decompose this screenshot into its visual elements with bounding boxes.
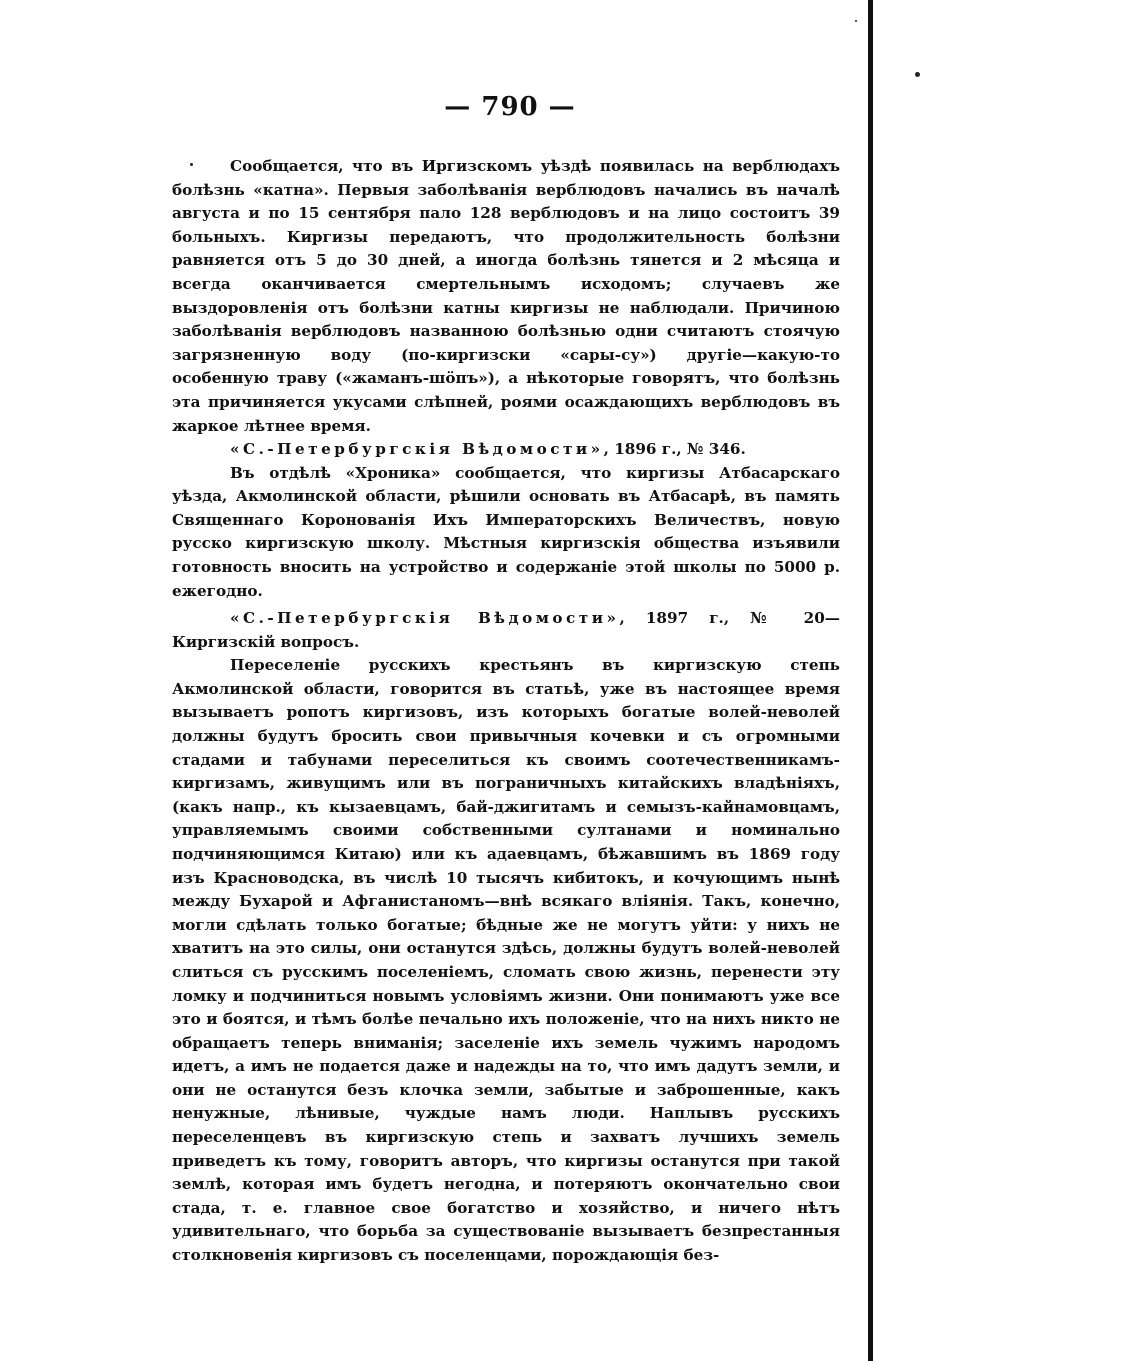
article-camel-disease-text: Сообщается, что въ Иргизскомъ уѣздѣ появилась на верблюдахъ болѣзнь «катна». Первыя заболѣванія верблюдовъ начались въ началѣ августа и по 15 сентября пало 128 верблюдовъ и на лицо состоитъ 39 больныхъ. Киргизы передаютъ, что продолжительность болѣзни равняется отъ 5 до 30 дней, а иногда болѣзнь тянется и 2 мѣсяца и всегда оканчивается смертельнымъ исходомъ; случаевъ же выздоровленія отъ болѣзни катны киргизы не наблюдали. Причиною заболѣванія верблюдовъ названною болѣзнью одни считаютъ стоячую загрязненную воду (по-киргизски «сары-су») другіе—какую-то особенную траву («жаманъ-шöпъ»), а нѣкоторые говорятъ, что болѣзнь эта причиняется укусами слѣпней, роями осаждающихъ верблюдовъ въ жаркое лѣтнее время. [172, 157, 840, 435]
source-details: , 1897 г., № 20—Киргизскій вопросъ. [172, 609, 840, 651]
source-details: , 1896 г., № 346. [603, 440, 746, 458]
source-title: «С.-Петербургскія Вѣдомости» [230, 440, 604, 458]
scan-speck [855, 20, 857, 22]
article-atbasar-school-source [172, 438, 840, 462]
source-title: «С.-Петербургскія Вѣдомости» [230, 609, 620, 627]
article-atbasar-school [172, 438, 840, 603]
article-kirghiz-question [172, 607, 840, 1268]
article-kirghiz-question-source [172, 607, 840, 654]
scan-speck [190, 163, 193, 166]
article-atbasar-school-text: Въ отдѣлѣ «Хроника» сообщается, что киргизы Атбасарскаго уѣзда, Акмолинской области, рѣшили основать въ Атбасарѣ, въ память Священнаго Коронованія Ихъ Императорскихъ Величествъ, новую русско киргизскую школу. Мѣстныя киргизскія общества изъявили готовность вносить на устройство и содержаніе этой школы по 5000 р. ежегодно. [172, 463, 840, 600]
scan-speck [915, 72, 920, 77]
article-kirghiz-question-text: Переселеніе русскихъ крестьянъ въ киргизскую степь Акмолинской области, говорится въ статьѣ, уже въ настоящее время вызываетъ ропотъ киргизовъ, изъ которыхъ богатые волей-неволей должны будутъ бросить свои привычныя кочевки и съ огромными стадами и табунами переселиться къ своимъ соотечественникамъ-киргизамъ, живущимъ или въ пограничныхъ китайскихъ владѣніяхъ, (какъ напр., къ кызаевцамъ, бай-джигитамъ и семызъ-кайнамовцамъ, управляемымъ своими собственными султанами и номинально подчиняющимся Китаю) или къ адаевцамъ, бѣжавшимъ въ 1869 году изъ Красноводска, въ числѣ 10 тысячъ кибитокъ, и кочующимъ нынѣ между Бухарой и Афганистаномъ—внѣ всякаго вліянія. Такъ, конечно, могли сдѣлать только богатые; бѣдные же не могутъ уйти: у нихъ не хватитъ на это силы, они останутся здѣсь, должны будутъ волей-неволей слиться съ русскимъ поселеніемъ, сломать свою жизнь, перенести эту ломку и подчиниться новымъ условіямъ жизни. Они понимаютъ уже все это и боятся, и тѣмъ болѣе печально ихъ положеніе, что на нихъ никто не обращаетъ теперь вниманія; заселеніе ихъ земель чужимъ народомъ идетъ, а имъ не подается даже и надежды на то, что имъ дадутъ земли, и они не останутся безъ клочка земли, забытые и заброшенные, какъ ненужные, лѣнивые, чуждые намъ люди. Наплывъ русскихъ переселенцевъ въ киргизскую степь и захватъ лучшихъ земель приведетъ къ тому, говоритъ авторъ, что киргизы останутся при такой землѣ, которая имъ будетъ негодна, и потеряютъ окончательно свои стада, т. е. главное свое богатство и хозяйство, и ничего нѣтъ удивительнаго, что борьба за существованіе вызываетъ безпрестанныя столкновенія киргизовъ съ поселенцами, порождающія без- [172, 656, 840, 1265]
page-edge-rule [868, 0, 873, 1361]
page-number: — 790 — [444, 92, 576, 122]
article-camel-disease [172, 155, 840, 438]
